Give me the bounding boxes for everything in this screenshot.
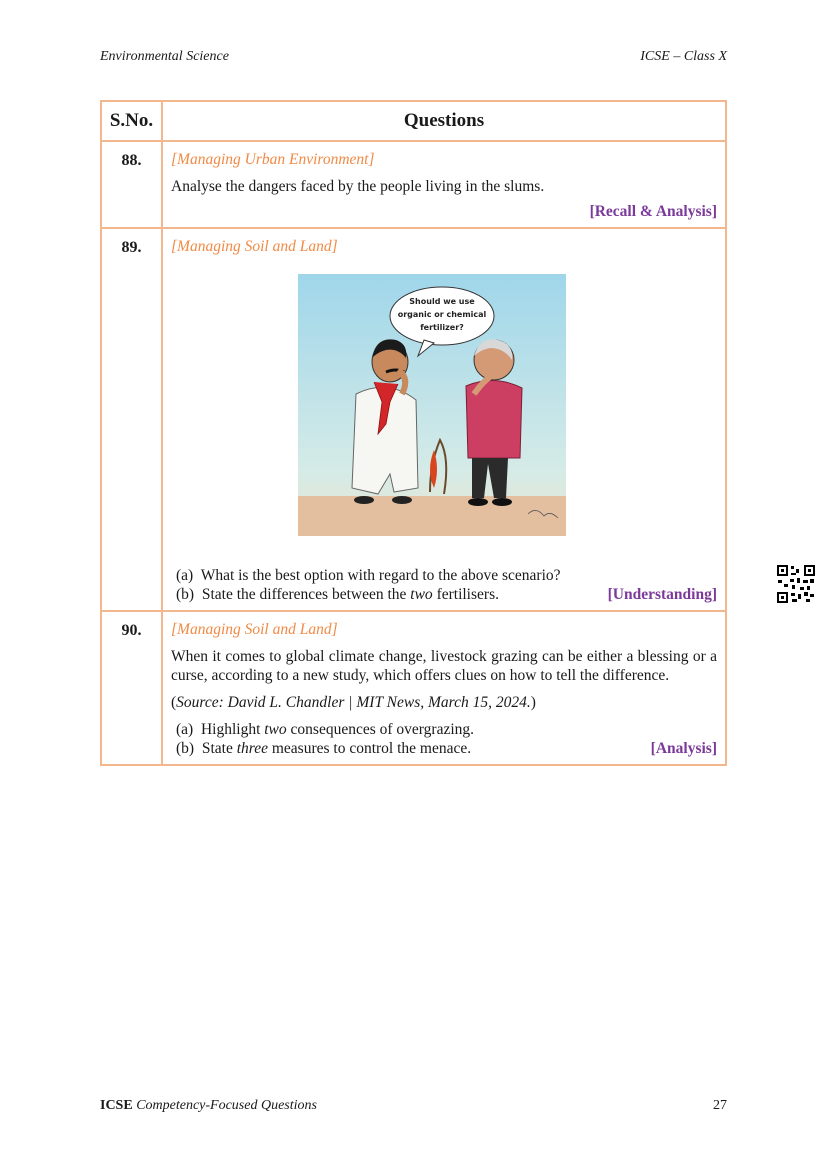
sub-question-b-label: (b) xyxy=(176,586,195,603)
topic-label: [Managing Soil and Land] xyxy=(171,621,338,638)
sub-question-b-emphasis: three xyxy=(236,740,268,757)
sub-question-a xyxy=(171,566,717,585)
table-row xyxy=(101,611,726,765)
question-cell xyxy=(162,611,726,765)
questions-table xyxy=(100,100,727,766)
skill-tag: [Understanding] xyxy=(607,586,717,603)
topic-label: [Managing Urban Environment] xyxy=(171,151,375,168)
page-number: 27 xyxy=(713,1098,727,1113)
footer-subtitle: Competency-Focused Questions xyxy=(136,1098,317,1113)
sub-question-a-text: What is the best option with regard to the above scenario? xyxy=(200,567,561,584)
question-number: 89. xyxy=(101,228,162,611)
footer-title xyxy=(100,1098,317,1114)
header-subject: Environmental Science xyxy=(100,49,229,64)
footer-brand: ICSE xyxy=(100,1098,133,1113)
question-cell xyxy=(162,228,726,611)
sub-question-b xyxy=(171,739,717,758)
sub-question-a-post: consequences of overgrazing. xyxy=(290,721,475,738)
col-questions-header: Questions xyxy=(162,101,726,141)
sub-question-b-pre: State xyxy=(201,740,233,757)
sub-question-a xyxy=(171,720,717,739)
question-text: When it comes to global climate change, livestock grazing can be either a blessing or a curse, according to a new study, which offers clues on how to tell the difference. xyxy=(171,648,717,684)
source-paren-open: ( xyxy=(171,694,177,711)
sub-question-b-post: measures to control the menace. xyxy=(271,740,472,757)
sub-question-a-pre: Highlight xyxy=(200,721,261,738)
sub-question-a-label: (a) xyxy=(176,567,194,584)
question-number: 88. xyxy=(101,141,162,228)
bubble-line-3: fertilizer? xyxy=(420,323,464,332)
question-number: 90. xyxy=(101,611,162,765)
bubble-line-1: Should we use xyxy=(409,297,475,306)
question-cell xyxy=(162,141,726,228)
header-class: ICSE – Class X xyxy=(640,49,727,64)
source-paren-close: ) xyxy=(530,694,536,711)
sub-question-b-emphasis: two xyxy=(410,586,433,603)
fertilizer-cartoon-image xyxy=(298,274,566,536)
sub-question-b-label: (b) xyxy=(176,740,195,757)
sub-question-a-label: (a) xyxy=(176,721,194,738)
bubble-line-2: organic or chemical xyxy=(397,310,487,319)
topic-label: [Managing Soil and Land] xyxy=(171,238,338,255)
sub-question-a-emphasis: two xyxy=(264,721,287,738)
skill-tag: [Recall & Analysis] xyxy=(589,203,717,220)
qr-code-icon[interactable] xyxy=(776,564,816,604)
sub-question-b-post: fertilisers. xyxy=(436,586,499,603)
question-text: Analyse the dangers faced by the people living in the slums. xyxy=(171,178,545,195)
skill-tag: [Analysis] xyxy=(650,740,717,757)
table-row xyxy=(101,141,726,228)
source-text: Source: David L. Chandler | MIT News, March 15, 2024. xyxy=(176,694,531,711)
source-citation xyxy=(171,693,717,712)
sub-question-b-pre: State the differences between the xyxy=(201,586,407,603)
table-row xyxy=(101,228,726,611)
sub-question-b xyxy=(171,585,717,604)
col-sno-header: S.No. xyxy=(101,101,162,141)
table-header-row xyxy=(101,101,726,141)
